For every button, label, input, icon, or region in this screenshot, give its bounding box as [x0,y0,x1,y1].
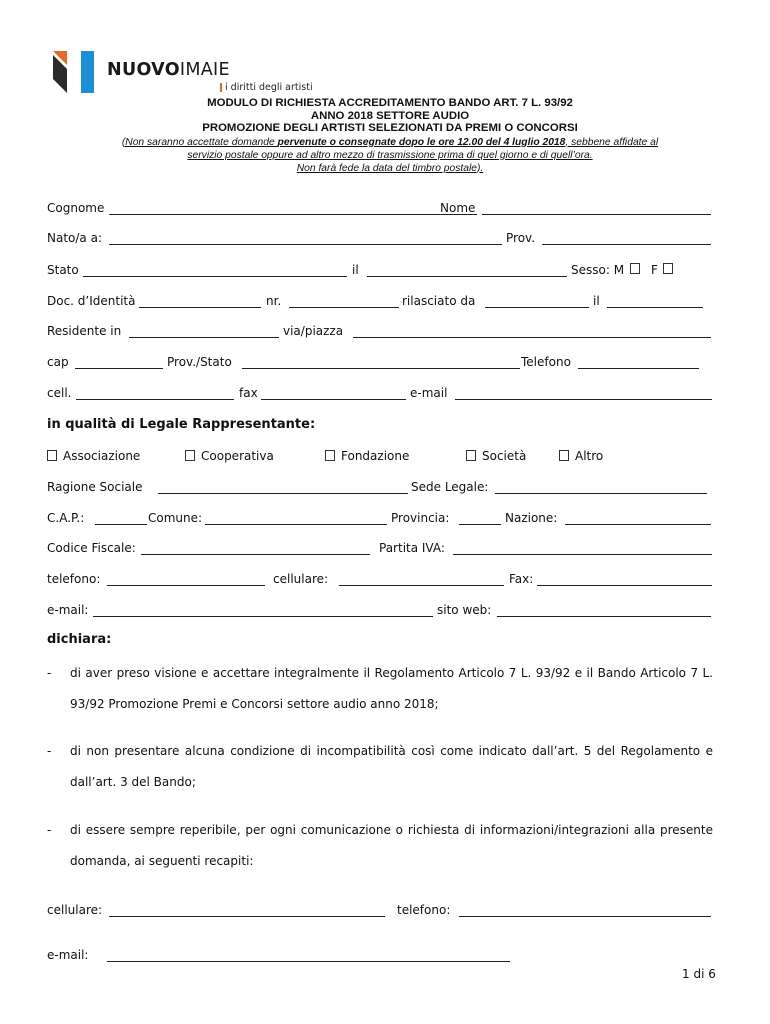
rilasciato-label: rilasciato da [402,294,476,308]
cell-field[interactable] [76,399,234,400]
email-field[interactable] [455,399,712,400]
declaration-heading: dichiara: [47,632,112,647]
prov-label: Prov. [506,231,536,245]
dash-bullet: - [47,823,52,837]
checkbox-icon [325,450,335,461]
contact-cellulare-field[interactable] [109,916,385,917]
logo-tagline: i diritti degli artisti [225,82,313,93]
logo-mark-icon [53,51,97,93]
row-cap-comune [47,511,712,529]
declaration-text-1: di aver preso visione e accettare integralmente il Regolamento Articolo 7 L. 93/92 e il Bando Articolo 7 L. 93/92 Promozione Premi e Concorsi settore audio anno 2018; [70,666,713,711]
nazione-label: Nazione: [505,511,558,525]
sesso-f-label: F [651,263,658,277]
option-fondazione[interactable]: Fondazione [325,449,409,463]
residente-field[interactable] [129,337,279,338]
legal-cap-field[interactable] [95,524,147,525]
comune-field[interactable] [205,524,387,525]
form-title-block [40,97,740,175]
fax-label: fax [239,386,258,400]
cap-label: cap [47,355,69,369]
ragione-label: Ragione Sociale [47,480,143,494]
comune-label: Comune: [148,511,203,525]
row-cell-fax-email [47,386,712,404]
doc-field[interactable] [139,307,261,308]
declaration-item-2 [47,736,713,800]
legal-cellulare-field[interactable] [339,585,504,586]
row-stato-sesso [47,263,712,281]
logo-wordmark: NUOVOIMAIE [107,60,230,80]
declaration-item-3 [47,815,713,879]
rilascio-data-label: il [593,294,600,308]
cognome-field[interactable] [109,214,477,215]
contact-email-label: e-mail: [47,948,89,962]
contact-email-field[interactable] [107,961,510,962]
piva-label: Partita IVA: [379,541,445,555]
cf-label: Codice Fiscale: [47,541,136,555]
row-recapiti [47,903,712,921]
row-tel-cell-fax [47,572,712,590]
legal-rep-heading: in qualità di Legale Rappresentante: [47,417,316,432]
option-associazione[interactable]: Associazione [47,449,140,463]
contact-cellulare-label: cellulare: [47,903,103,917]
legal-telefono-field[interactable] [107,585,265,586]
fax-field[interactable] [261,399,406,400]
declaration-text-3: di essere sempre reperibile, per ogni comunicazione o richiesta di informazioni/integrazioni alla presente domanda, ai seguenti recapiti: [70,823,713,868]
rilascio-data-field[interactable] [607,307,703,308]
entity-type-options [47,449,647,467]
legal-email-field[interactable] [93,616,433,617]
deadline-note: (Non saranno accettate domande pervenute o consegnate dopo le ore 12.00 del 4 luglio 2018, sebbene affidate al servizio postale oppure ad altro mezzo di trasmissione prima di quel giorno e di quell’ora. Non farà fede la data del timbro postale). [121,136,659,174]
sede-label: Sede Legale: [411,480,489,494]
legal-telefono-label: telefono: [47,572,101,586]
doc-label: Doc. d’Identità [47,294,136,308]
provincia-label: Provincia: [391,511,450,525]
cf-field[interactable] [141,554,370,555]
prov-stato-field[interactable] [242,368,520,369]
via-field[interactable] [353,337,711,338]
dash-bullet: - [47,666,52,680]
row-ragione-sede [47,480,712,498]
nome-label: Nome [440,201,476,215]
legal-cap-label: C.A.P.: [47,511,85,525]
legal-fax-field[interactable] [537,585,712,586]
cognome-label: Cognome [47,201,105,215]
provincia-field[interactable] [459,524,501,525]
piva-field[interactable] [453,554,712,555]
checkbox-icon [47,450,57,461]
ragione-field[interactable] [158,493,408,494]
row-residenza [47,324,712,342]
sito-field[interactable] [497,616,711,617]
prov-stato-label: Prov./Stato [167,355,232,369]
form-title-line2: ANNO 2018 SETTORE AUDIO [310,109,470,122]
nazione-field[interactable] [565,524,711,525]
nome-field[interactable] [482,214,711,215]
dash-bullet: - [47,744,52,758]
row-recapiti-email [47,948,712,966]
row-nascita [47,231,712,249]
checkbox-icon [185,450,195,461]
residente-label: Residente in [47,324,122,338]
page-number: 1 di 6 [682,967,716,981]
declaration-text-2: di non presentare alcuna condizione di incompatibilità così come indicato dall’art. 5 del Regolamento e dall’art. 3 del Bando; [70,744,713,789]
checkbox-icon [559,450,569,461]
form-title-line3: PROMOZIONE DEGLI ARTISTI SELEZIONATI DA PREMI O CONCORSI [202,122,578,134]
cap-field[interactable] [75,368,163,369]
telefono-field[interactable] [578,368,699,369]
option-societa[interactable]: Società [466,449,526,463]
nato-field[interactable] [109,244,502,245]
row-email-sito [47,603,712,621]
sede-field[interactable] [495,493,707,494]
sesso-label: Sesso: M [571,263,625,277]
checkbox-icon [466,450,476,461]
stato-field[interactable] [83,276,347,277]
row-documento [47,294,712,312]
legal-email-label: e-mail: [47,603,89,617]
option-altro[interactable]: Altro [559,449,603,463]
row-cap-telefono [47,355,712,373]
declaration-item-1 [47,658,713,722]
nuovoimaie-logo [53,51,313,95]
option-cooperativa[interactable]: Cooperativa [185,449,274,463]
email-label: e-mail [410,386,448,400]
stato-label: Stato [47,263,79,277]
cell-label: cell. [47,386,72,400]
nr-label: nr. [266,294,282,308]
nato-label: Nato/a a: [47,231,102,245]
row-cognome-nome [47,201,712,219]
prov-field[interactable] [542,244,711,245]
legal-fax-label: Fax: [509,572,534,586]
nr-field[interactable] [289,307,399,308]
via-label: via/piazza [283,324,344,338]
rilasciato-field[interactable] [485,307,589,308]
legal-cellulare-label: cellulare: [273,572,329,586]
telefono-label: Telefono [521,355,571,369]
form-title-line1: MODULO DI RICHIESTA ACCREDITAMENTO BANDO ART. 7 L. 93/92 [207,97,573,109]
contact-telefono-label: telefono: [397,903,451,917]
contact-telefono-field[interactable] [459,916,711,917]
row-cf-piva [47,541,712,559]
data-label: il [352,263,359,277]
sito-label: sito web: [437,603,492,617]
data-field[interactable] [367,276,567,277]
